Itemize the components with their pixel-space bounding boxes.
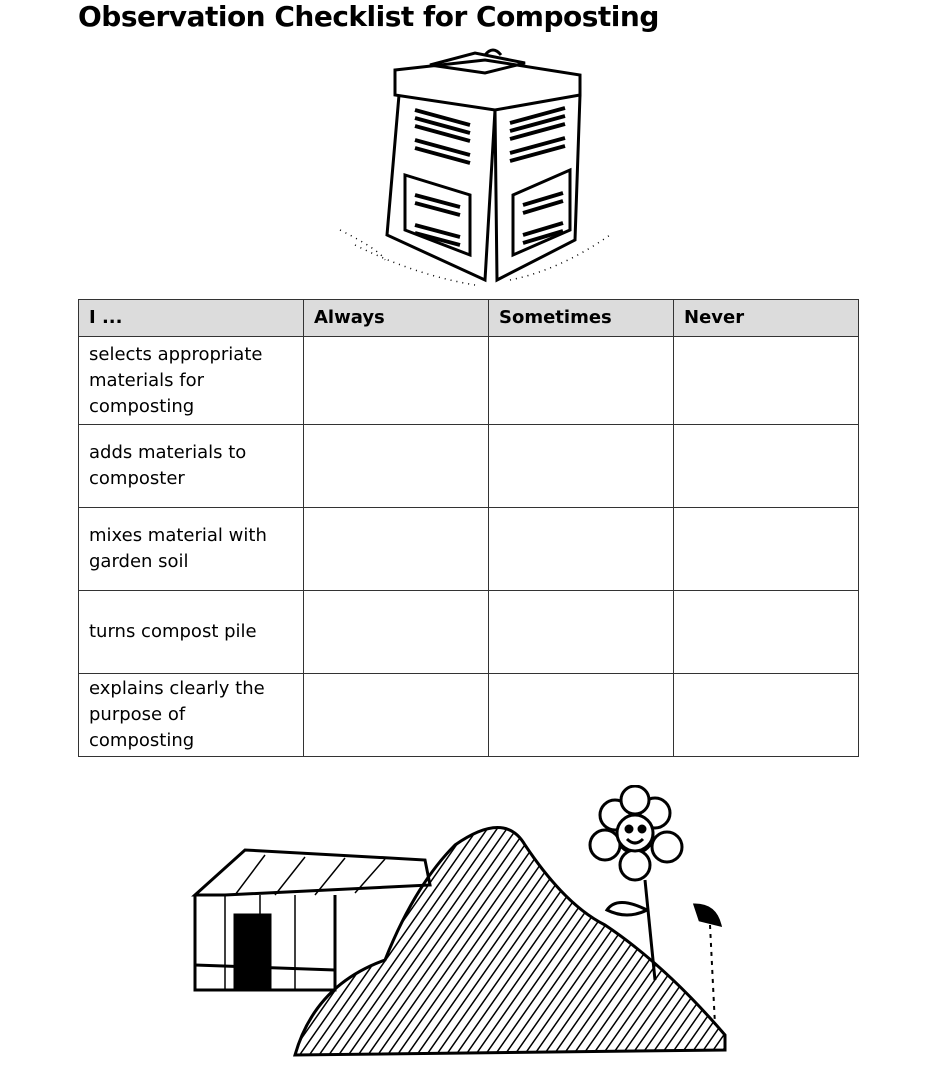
header-i: I ... <box>79 300 304 337</box>
always-cell[interactable] <box>304 508 489 591</box>
composter-illustration <box>335 45 615 290</box>
behavior-cell: mixes material with garden soil <box>79 508 304 591</box>
sometimes-cell[interactable] <box>489 591 674 674</box>
header-always: Always <box>304 300 489 337</box>
never-cell[interactable] <box>674 591 859 674</box>
sometimes-cell[interactable] <box>489 337 674 425</box>
never-cell[interactable] <box>674 674 859 757</box>
behavior-cell: selects appropriate materials for composting <box>79 337 304 425</box>
never-cell[interactable] <box>674 508 859 591</box>
never-cell[interactable] <box>674 425 859 508</box>
table-row <box>79 508 859 591</box>
always-cell[interactable] <box>304 337 489 425</box>
behavior-cell: turns compost pile <box>79 591 304 674</box>
table-row <box>79 674 859 757</box>
table-row <box>79 591 859 674</box>
observation-checklist-table <box>78 299 859 757</box>
table-header-row <box>79 300 859 337</box>
never-cell[interactable] <box>674 337 859 425</box>
sometimes-cell[interactable] <box>489 674 674 757</box>
sometimes-cell[interactable] <box>489 508 674 591</box>
always-cell[interactable] <box>304 591 489 674</box>
behavior-cell: adds materials to composter <box>79 425 304 508</box>
header-never: Never <box>674 300 859 337</box>
compost-pile-greenhouse-flower-illustration <box>185 785 755 1065</box>
always-cell[interactable] <box>304 425 489 508</box>
sometimes-cell[interactable] <box>489 425 674 508</box>
page-title: Observation Checklist for Composting <box>78 0 659 33</box>
table-row <box>79 425 859 508</box>
always-cell[interactable] <box>304 674 489 757</box>
behavior-cell: explains clearly the purpose of composting <box>79 674 304 757</box>
header-sometimes: Sometimes <box>489 300 674 337</box>
table-row <box>79 337 859 425</box>
